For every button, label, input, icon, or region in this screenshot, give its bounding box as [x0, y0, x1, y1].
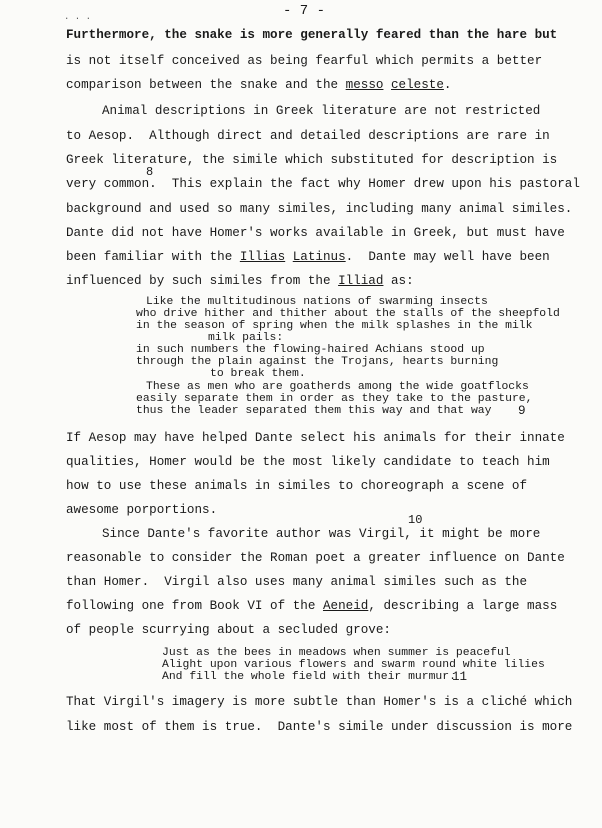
text-line: Greek literature, the simile which substituted for description is	[66, 153, 558, 167]
text-line: awesome porportions.	[66, 503, 218, 517]
text-line: Furthermore, the snake is more generally feared than the hare but	[66, 28, 558, 42]
title-aeneid: Aeneid	[322, 599, 369, 613]
text-line: influenced by such similes from the Illiad as:	[66, 274, 414, 288]
quote-line: in the season of spring when the milk splashes in the milk	[136, 320, 533, 332]
text-line: reasonable to consider the Roman poet a greater influence on Dante	[66, 551, 565, 565]
title-latinus: Latinus	[292, 250, 346, 264]
corner-mark: . . .	[64, 12, 92, 22]
title-illiad: Illiad	[338, 274, 384, 288]
term-celeste: celeste	[391, 78, 444, 92]
quote-line: Like the multitudinous nations of swarming insects	[146, 296, 488, 308]
title-illias: Illias	[239, 250, 286, 264]
page-number: - 7 -	[283, 3, 326, 19]
quote-line: These as men who are goatherds among the wide goatflocks	[146, 381, 529, 393]
quote-line: And fill the whole field with their murmur.	[162, 671, 456, 683]
quote-line: easily separate them in order as they take to the pasture,	[136, 393, 533, 405]
quote-line: in such numbers the flowing-haired Achians stood up	[136, 344, 485, 356]
quote-line: who drive hither and thither about the stalls of the sheepfold	[136, 308, 560, 320]
text-line: than Homer. Virgil also uses many animal similes such as the	[66, 575, 528, 589]
footnote-marker-8: 8	[146, 165, 154, 179]
footnote-marker-9: 9	[518, 404, 526, 418]
quote-line: thus the leader separated them this way and that way	[136, 405, 492, 417]
footnote-marker-10: 10	[408, 513, 423, 527]
text-line: very common. This explain the fact why Homer drew upon his pastoral	[66, 177, 580, 191]
quote-line: through the plain against the Trojans, hearts burning	[136, 356, 499, 368]
text-line: Since Dante's favorite author was Virgil, it might be more	[102, 527, 541, 541]
term-messo: messo	[345, 78, 384, 92]
footnote-marker-11: 11	[452, 670, 468, 684]
text-line: That Virgil's imagery is more subtle than Homer's is a cliché which	[66, 695, 573, 709]
text-line: of people scurrying about a secluded grove:	[66, 623, 391, 637]
text-line: to Aesop. Although direct and detailed descriptions are rare in	[66, 129, 550, 143]
text-line: been familiar with the Illias Latinus. Dante may well have been	[66, 250, 550, 264]
text-line: comparison between the snake and the messo celeste.	[66, 78, 452, 92]
text-line: following one from Book VI of the Aeneid, describing a large mass	[66, 599, 558, 613]
text-line: like most of them is true. Dante's simile under discussion is more	[66, 720, 573, 734]
text-line: background and used so many similes, including many animal similes.	[66, 202, 573, 216]
quote-line: to break them.	[210, 368, 306, 380]
quote-line: milk pails:	[208, 332, 284, 344]
text-line: qualities, Homer would be the most likely candidate to teach him	[66, 455, 550, 469]
text-line: Dante did not have Homer's works available in Greek, but must have	[66, 226, 565, 240]
quote-line: Alight upon various flowers and swarm round white lilies	[162, 659, 545, 671]
text-line: If Aesop may have helped Dante select his animals for their innate	[66, 431, 565, 445]
text-line: Animal descriptions in Greek literature are not restricted	[102, 104, 541, 118]
text-line: is not itself conceived as being fearful which permits a better	[66, 54, 543, 68]
text-line: how to use these animals in similes to choreograph a scene of	[66, 479, 528, 493]
quote-line: Just as the bees in meadows when summer is peaceful	[162, 647, 511, 659]
